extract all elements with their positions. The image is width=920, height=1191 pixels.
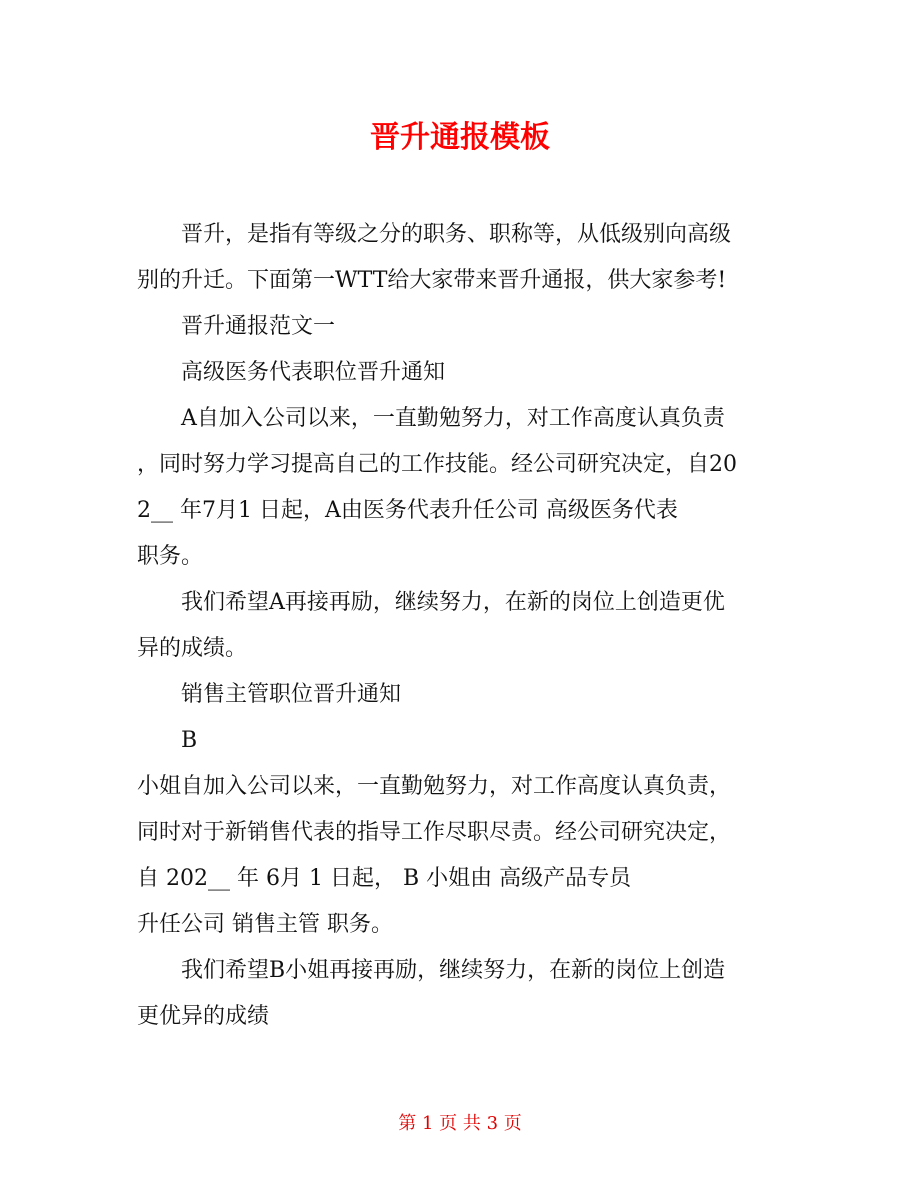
paragraph-line: 我们希望B小姐再接再励，继续努力，在新的岗位上创造 (181, 958, 726, 983)
document-body (137, 212, 787, 1040)
page-number-footer: 第 1 页 共 3 页 (398, 1113, 522, 1134)
paragraph-line: 小姐自加入公司以来，一直勤勉努力，对工作高度认真负责， (137, 774, 732, 799)
notice-heading: 高级医务代表职位晋升通知 (181, 360, 446, 385)
paragraph-line: 别的升迁。下面第一WTT给大家带来晋升通报，供大家参考! (137, 268, 727, 293)
paragraph-line: A自加入公司以来，一直勤勉努力，对工作高度认真负责 (181, 406, 725, 431)
paragraph-line: B (181, 728, 198, 753)
paragraph-line: 同时对于新销售代表的指导工作尽职尽责。经公司研究决定， (137, 820, 732, 845)
paragraph-line: 升任公司 销售主管 职务。 (137, 912, 393, 937)
paragraph-line: 2__ 年7月1 日起，A由医务代表升任公司 高级医务代表 (137, 498, 678, 523)
document-title: 晋升通报模板 (370, 120, 550, 155)
paragraph-line: 晋升，是指有等级之分的职务、职称等，从低级别向高级 (181, 222, 732, 247)
paragraph-line: 更优异的成绩 (137, 1004, 270, 1029)
paragraph-line: 异的成绩。 (137, 636, 248, 661)
paragraph-line: ，同时努力学习提高自己的工作技能。经公司研究决定，自20 (137, 452, 737, 477)
notice-heading: 销售主管职位晋升通知 (181, 682, 402, 707)
paragraph-line: 职务。 (137, 544, 204, 569)
section-heading: 晋升通报范文一 (181, 314, 336, 339)
paragraph-line: 自 202__ 年 6月 1 日起， B 小姐由 高级产品专员 (137, 866, 632, 891)
paragraph-line: 我们希望A再接再励，继续努力，在新的岗位上创造更优 (181, 590, 725, 615)
